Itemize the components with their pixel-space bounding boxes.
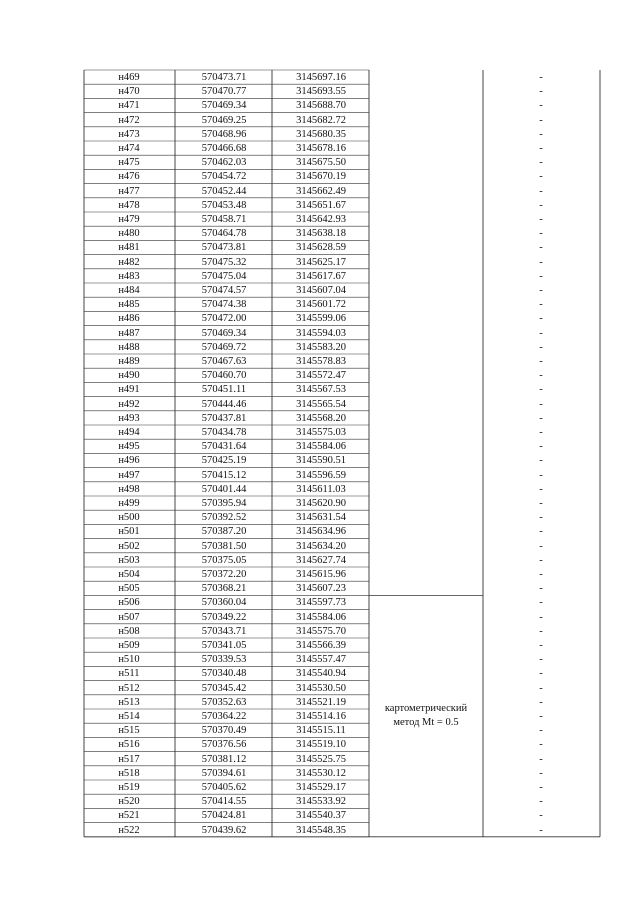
point-id: н493 xyxy=(118,412,140,424)
point-id: н481 xyxy=(118,242,140,254)
coord-y: 3145530.12 xyxy=(296,767,346,779)
coord-x: 570405.62 xyxy=(201,782,247,793)
coord-x: 570431.64 xyxy=(201,441,247,453)
coord-y: 3145597.73 xyxy=(296,597,346,609)
coord-x: 570469.34 xyxy=(201,327,247,339)
coord-x: 570467.63 xyxy=(201,356,247,367)
dash-value: - xyxy=(539,753,543,765)
dash-value: - xyxy=(539,512,543,524)
point-id: н486 xyxy=(118,313,140,325)
coord-x: 570349.22 xyxy=(201,611,247,623)
dash-value: - xyxy=(539,625,543,637)
point-id: н506 xyxy=(118,597,140,609)
coord-y: 3145642.93 xyxy=(296,214,346,225)
coord-x: 570474.57 xyxy=(201,285,247,296)
point-id: н509 xyxy=(118,640,140,651)
coord-x: 570341.05 xyxy=(201,640,247,651)
dash-value: - xyxy=(539,199,543,211)
coord-y: 3145693.55 xyxy=(296,86,346,98)
coord-x: 570387.20 xyxy=(201,526,247,538)
coord-y: 3145568.20 xyxy=(296,412,346,424)
point-id: н475 xyxy=(118,157,140,169)
dash-value: - xyxy=(539,668,543,680)
coord-x: 570454.72 xyxy=(201,171,247,183)
coord-x: 570381.12 xyxy=(201,753,247,765)
dash-value: - xyxy=(539,285,543,296)
point-id: н514 xyxy=(118,711,140,722)
dash-value: - xyxy=(539,554,543,566)
dash-value: - xyxy=(539,640,543,651)
coord-y: 3145615.96 xyxy=(296,569,346,580)
point-id: н499 xyxy=(118,498,140,509)
point-id: н491 xyxy=(118,384,140,396)
dash-value: - xyxy=(539,526,543,538)
coord-y: 3145594.03 xyxy=(296,327,346,339)
coord-x: 570352.63 xyxy=(201,696,247,708)
dash-value: - xyxy=(539,483,543,495)
coord-y: 3145625.17 xyxy=(296,256,346,268)
point-id: н495 xyxy=(118,441,140,453)
coord-x: 570415.12 xyxy=(201,469,247,481)
dash-value: - xyxy=(539,682,543,694)
coord-x: 570395.94 xyxy=(201,498,247,509)
coord-x: 570469.72 xyxy=(201,341,247,353)
coord-y: 3145601.72 xyxy=(296,299,346,311)
dash-value: - xyxy=(539,143,543,154)
coord-y: 3145575.70 xyxy=(296,625,346,637)
point-id: н504 xyxy=(118,569,140,580)
coord-y: 3145521.19 xyxy=(296,696,346,708)
point-id: н511 xyxy=(118,668,140,680)
dash-value: - xyxy=(539,498,543,509)
point-id: н510 xyxy=(118,654,140,666)
dash-value: - xyxy=(539,171,543,183)
point-id: н492 xyxy=(118,398,140,410)
point-id: н498 xyxy=(118,483,140,495)
coord-y: 3145566.39 xyxy=(296,640,346,651)
dash-value: - xyxy=(539,327,543,339)
coord-x: 570473.81 xyxy=(201,242,247,254)
coord-x: 570339.53 xyxy=(201,654,247,666)
dash-value: - xyxy=(539,767,543,779)
coord-y: 3145607.04 xyxy=(296,285,346,296)
method-line-2: метод Mt = 0.5 xyxy=(393,717,459,728)
coord-x: 570474.38 xyxy=(201,299,247,311)
dash-value: - xyxy=(539,469,543,481)
coord-x: 570464.78 xyxy=(201,228,247,240)
method-line-1: картометрический xyxy=(384,703,468,714)
coord-x: 570401.44 xyxy=(201,483,247,495)
dash-value: - xyxy=(539,696,543,708)
coord-y: 3145529.17 xyxy=(296,782,346,793)
coord-x: 570439.62 xyxy=(201,824,247,836)
coord-y: 3145525.75 xyxy=(296,753,346,765)
point-id: н471 xyxy=(118,100,140,112)
point-id: н473 xyxy=(118,128,140,140)
coord-y: 3145628.59 xyxy=(296,242,346,254)
point-id: н490 xyxy=(118,370,140,382)
point-id: н472 xyxy=(118,114,140,126)
point-id: н513 xyxy=(118,696,140,708)
point-id: н477 xyxy=(118,185,140,197)
coord-x: 570343.71 xyxy=(201,625,247,637)
coord-x: 570460.70 xyxy=(201,370,247,382)
coord-y: 3145678.16 xyxy=(296,143,346,154)
coord-x: 570414.55 xyxy=(201,796,247,808)
dash-value: - xyxy=(539,654,543,666)
point-id: н515 xyxy=(118,725,140,737)
point-id: н517 xyxy=(118,753,140,765)
coord-y: 3145590.51 xyxy=(296,455,346,467)
dash-value: - xyxy=(539,611,543,623)
coord-x: 570437.81 xyxy=(201,412,247,424)
point-id: н484 xyxy=(118,285,140,296)
point-id: н474 xyxy=(118,143,140,154)
point-id: н518 xyxy=(118,767,140,779)
coord-x: 570458.71 xyxy=(201,214,247,225)
point-id: н503 xyxy=(118,554,140,566)
coord-y: 3145675.50 xyxy=(296,157,346,169)
coord-y: 3145680.35 xyxy=(296,128,346,140)
coord-x: 570370.49 xyxy=(201,725,247,737)
dash-value: - xyxy=(539,100,543,112)
coord-y: 3145584.06 xyxy=(296,611,346,623)
coord-x: 570381.50 xyxy=(201,540,247,552)
coord-x: 570475.04 xyxy=(201,270,247,282)
coord-x: 570444.46 xyxy=(201,398,247,410)
coord-y: 3145620.90 xyxy=(296,498,346,509)
coord-x: 570473.71 xyxy=(201,72,247,83)
coord-y: 3145651.67 xyxy=(296,199,346,211)
dash-value: - xyxy=(539,455,543,467)
coord-x: 570469.34 xyxy=(201,100,247,112)
dash-value: - xyxy=(539,810,543,822)
dash-value: - xyxy=(539,782,543,793)
coord-x: 570452.44 xyxy=(201,185,247,197)
coord-x: 570392.52 xyxy=(201,512,247,524)
coord-x: 570360.04 xyxy=(201,597,247,609)
point-id: н485 xyxy=(118,299,140,311)
coord-x: 570470.77 xyxy=(201,86,247,98)
coord-x: 570376.56 xyxy=(201,739,247,751)
point-id: н494 xyxy=(118,427,140,438)
point-id: н519 xyxy=(118,782,140,793)
coord-x: 570394.61 xyxy=(201,767,247,779)
point-id: н482 xyxy=(118,256,140,268)
point-id: н516 xyxy=(118,739,140,751)
dash-value: - xyxy=(539,569,543,580)
point-id: н512 xyxy=(118,682,140,694)
point-id: н507 xyxy=(118,611,140,623)
coord-y: 3145611.03 xyxy=(296,483,346,495)
coord-y: 3145599.06 xyxy=(296,313,346,325)
coord-y: 3145627.74 xyxy=(296,554,346,566)
dash-value: - xyxy=(539,114,543,126)
point-id: н488 xyxy=(118,341,140,353)
coord-y: 3145567.53 xyxy=(296,384,346,396)
point-id: н502 xyxy=(118,540,140,552)
coord-y: 3145578.83 xyxy=(296,356,346,367)
coord-x: 570375.05 xyxy=(201,554,247,566)
coord-y: 3145617.67 xyxy=(296,270,346,282)
coord-x: 570340.48 xyxy=(201,668,247,680)
coord-y: 3145540.94 xyxy=(296,668,346,680)
coord-x: 570364.22 xyxy=(201,711,247,722)
coord-x: 570466.68 xyxy=(201,143,247,154)
point-id: н478 xyxy=(118,199,140,211)
dash-value: - xyxy=(539,824,543,836)
dash-value: - xyxy=(539,313,543,325)
point-id: н470 xyxy=(118,86,140,98)
dash-value: - xyxy=(539,597,543,609)
dash-value: - xyxy=(539,157,543,169)
coord-x: 570424.81 xyxy=(201,810,247,822)
dash-value: - xyxy=(539,356,543,367)
coord-x: 570368.21 xyxy=(201,583,247,595)
dash-value: - xyxy=(539,256,543,268)
coord-y: 3145634.20 xyxy=(296,540,346,552)
coord-y: 3145662.49 xyxy=(296,185,346,197)
dash-value: - xyxy=(539,228,543,240)
dash-value: - xyxy=(539,427,543,438)
point-id: н508 xyxy=(118,625,140,637)
coord-x: 570434.78 xyxy=(201,427,247,438)
coord-x: 570345.42 xyxy=(201,682,247,694)
point-id: н476 xyxy=(118,171,140,183)
coord-y: 3145540.37 xyxy=(296,810,346,822)
dash-value: - xyxy=(539,214,543,225)
dash-value: - xyxy=(539,796,543,808)
coord-y: 3145596.59 xyxy=(296,469,346,481)
point-id: н496 xyxy=(118,455,140,467)
dash-value: - xyxy=(539,441,543,453)
coord-y: 3145572.47 xyxy=(296,370,346,382)
coord-x: 570451.11 xyxy=(201,384,247,396)
point-id: н487 xyxy=(118,327,140,339)
point-id: н520 xyxy=(118,796,140,808)
coord-x: 570475.32 xyxy=(201,256,247,268)
dash-value: - xyxy=(539,540,543,552)
point-id: н479 xyxy=(118,214,140,225)
coord-y: 3145631.54 xyxy=(296,512,346,524)
coord-x: 570453.48 xyxy=(201,199,247,211)
coord-x: 570462.03 xyxy=(201,157,247,169)
coord-y: 3145575.03 xyxy=(296,427,346,438)
coord-y: 3145688.70 xyxy=(296,100,346,112)
coord-y: 3145514.16 xyxy=(296,711,346,722)
dash-value: - xyxy=(539,185,543,197)
method-note xyxy=(370,702,482,730)
point-id: н480 xyxy=(118,228,140,240)
point-id: н501 xyxy=(118,526,140,538)
coord-y: 3145607.23 xyxy=(296,583,346,595)
dash-value: - xyxy=(539,384,543,396)
coord-y: 3145634.96 xyxy=(296,526,346,538)
dash-value: - xyxy=(539,242,543,254)
dash-value: - xyxy=(539,128,543,140)
dash-value: - xyxy=(539,398,543,410)
dash-value: - xyxy=(539,72,543,83)
coord-y: 3145697.16 xyxy=(296,72,346,83)
dash-value: - xyxy=(539,299,543,311)
coord-y: 3145584.06 xyxy=(296,441,346,453)
coord-y: 3145682.72 xyxy=(296,114,346,126)
coord-y: 3145565.54 xyxy=(296,398,346,410)
point-id: н521 xyxy=(118,810,140,822)
coord-y: 3145533.92 xyxy=(296,796,346,808)
point-id: н497 xyxy=(118,469,140,481)
dash-value: - xyxy=(539,725,543,737)
coord-x: 570469.25 xyxy=(201,114,247,126)
coord-x: 570468.96 xyxy=(201,128,247,140)
dash-value: - xyxy=(539,412,543,424)
coord-y: 3145530.50 xyxy=(296,682,346,694)
dash-value: - xyxy=(539,270,543,282)
dash-value: - xyxy=(539,370,543,382)
coord-x: 570372.20 xyxy=(201,569,247,580)
coord-y: 3145670.19 xyxy=(296,171,346,183)
coord-y: 3145583.20 xyxy=(296,341,346,353)
coord-y: 3145557.47 xyxy=(296,654,346,666)
point-id: н500 xyxy=(118,512,140,524)
point-id: н483 xyxy=(118,270,140,282)
point-id: н469 xyxy=(118,72,140,83)
coord-y: 3145519.10 xyxy=(296,739,346,751)
dash-value: - xyxy=(539,711,543,722)
point-id: н522 xyxy=(118,824,140,836)
point-id: н489 xyxy=(118,356,140,367)
point-id: н505 xyxy=(118,583,140,595)
dash-value: - xyxy=(539,739,543,751)
coord-y: 3145515.11 xyxy=(296,725,346,737)
dash-value: - xyxy=(539,341,543,353)
coord-y: 3145638.18 xyxy=(296,228,346,240)
coord-x: 570425.19 xyxy=(201,455,247,467)
coord-x: 570472.00 xyxy=(201,313,247,325)
dash-value: - xyxy=(539,583,543,595)
coord-y: 3145548.35 xyxy=(296,824,346,836)
dash-value: - xyxy=(539,86,543,98)
